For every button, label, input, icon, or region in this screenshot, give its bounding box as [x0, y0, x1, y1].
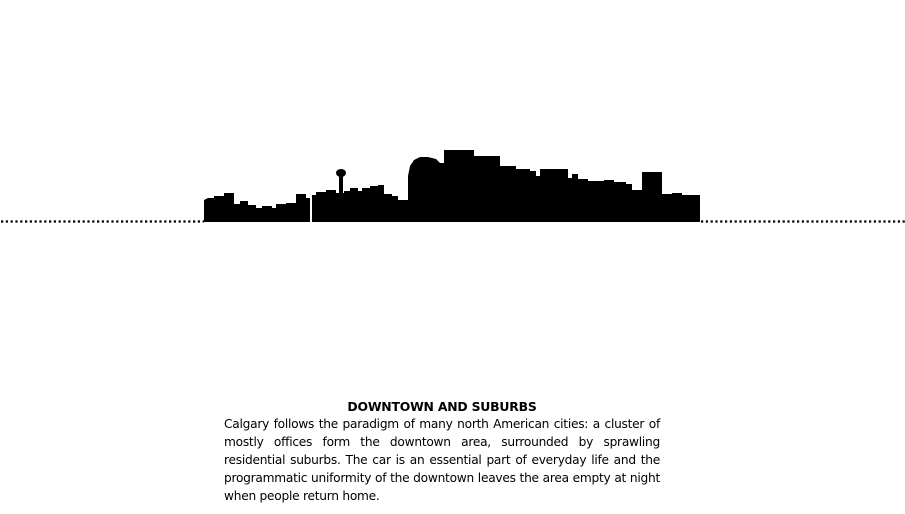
midrise-silhouette	[312, 185, 408, 222]
caption-body: Calgary follows the paradigm of many north American cities: a cluster of mostly offices form the downtown area, surrounded by sprawling residential suburbs. The car is an essential part of everyday life and the programmatic uniformity of the downtown leaves the area empty at night when people return home.	[224, 417, 660, 503]
suburbs-silhouette	[204, 193, 310, 222]
caption-title: DOWNTOWN AND SUBURBS	[347, 399, 537, 414]
downtown-silhouette	[408, 150, 700, 222]
caption	[224, 398, 660, 505]
